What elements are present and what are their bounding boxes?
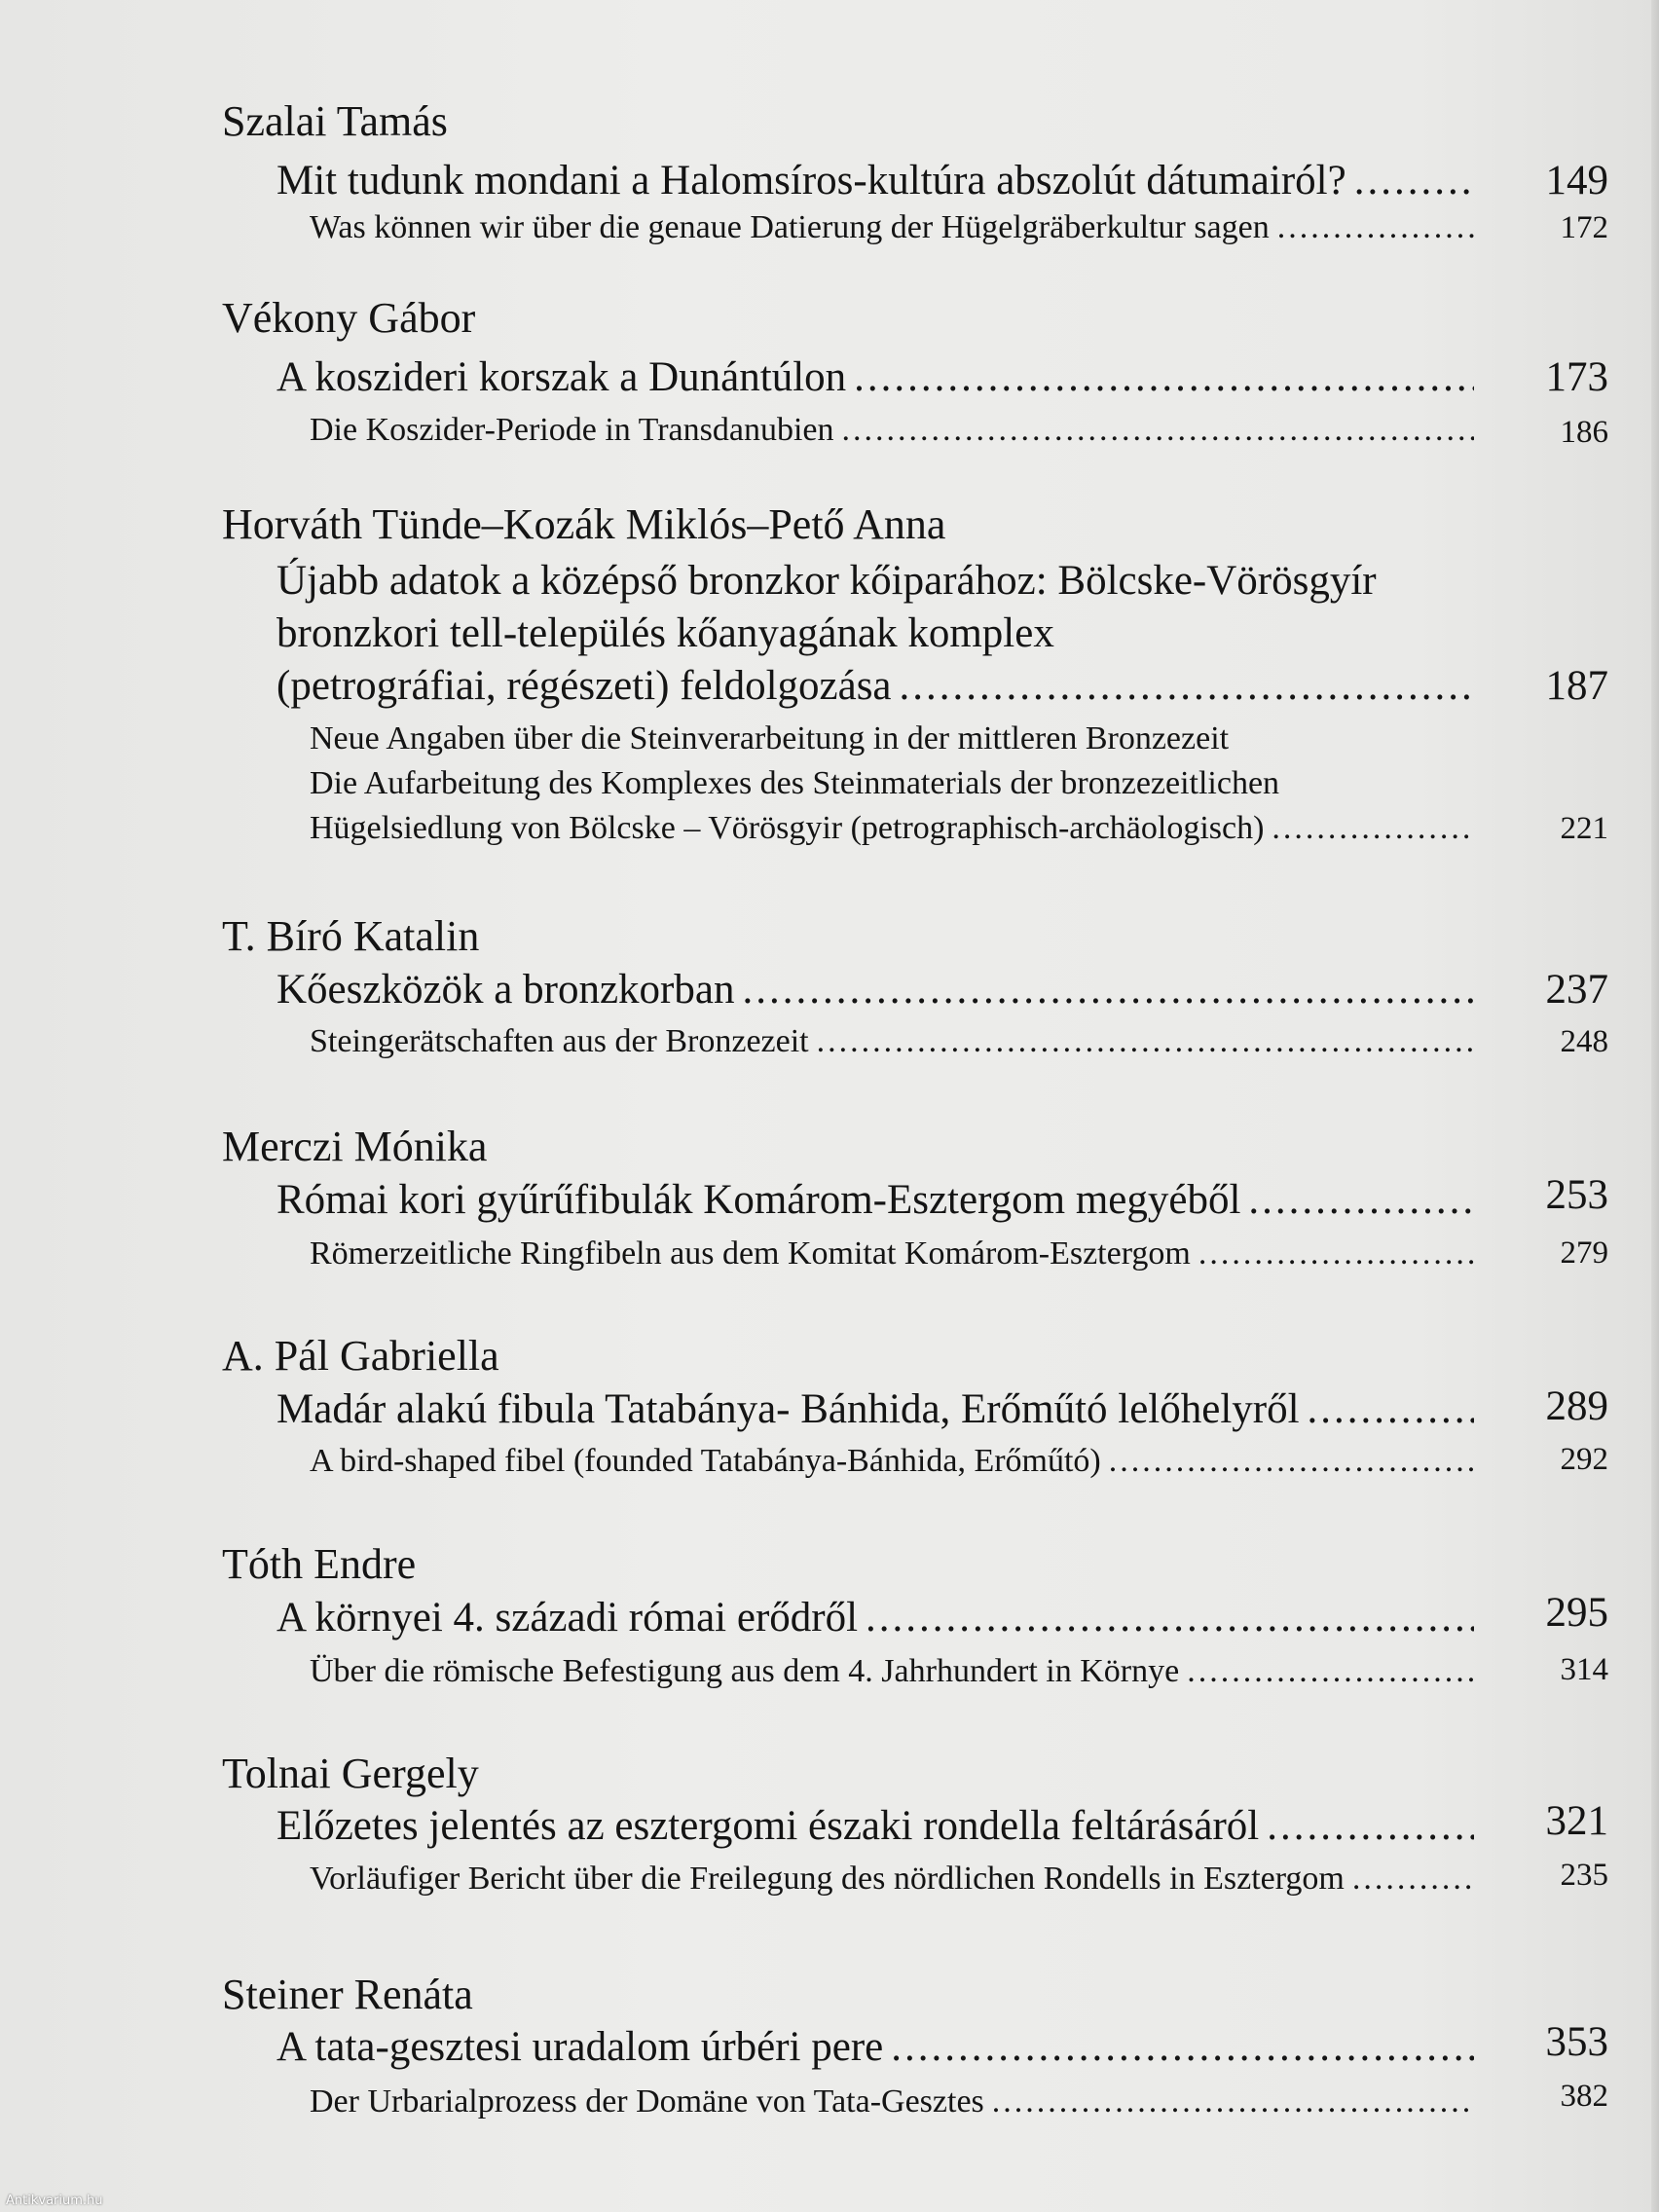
subtitle-text: Was können wir über die genaue Datierung der Hügelgräberkultur sagen — [310, 209, 1270, 245]
dot-leader — [1109, 1441, 1474, 1482]
subtitle-page-number: 172 — [1560, 210, 1608, 245]
title-text: Kőeszközök a bronzkorban — [276, 967, 735, 1013]
entry-author: Vékony Gábor — [222, 294, 476, 342]
dot-leader — [1267, 1802, 1474, 1851]
subtitle-text: Hügelsiedlung von Bölcske – Vörösgyir (petrographisch-archäologisch) — [310, 810, 1265, 846]
title-text: (petrográfiai, régészeti) feldolgozása — [276, 663, 892, 709]
entry-author: Tolnai Gergely — [222, 1750, 479, 1797]
entry-subtitle — [310, 1234, 1474, 1274]
dot-leader — [866, 1594, 1474, 1642]
dot-leader — [854, 353, 1474, 402]
title-text: Előzetes jelentés az esztergomi északi rondella feltárásáról — [276, 1803, 1260, 1849]
entry-title: bronzkori tell-település kőanyagának komplex — [276, 610, 1054, 656]
subtitle-page-number: 292 — [1560, 1442, 1608, 1477]
subtitle-page-number: 186 — [1560, 415, 1608, 450]
dot-leader — [1352, 1859, 1474, 1899]
title-page-number: 253 — [1545, 1172, 1608, 1218]
entry-title — [276, 1385, 1474, 1434]
entry-title — [276, 157, 1474, 205]
subtitle-text: Römerzeitliche Ringfibeln aus dem Komitat Komárom-Esztergom — [310, 1235, 1191, 1272]
entry-subtitle — [310, 2082, 1474, 2122]
subtitle-text: Steingerätschaften aus der Bronzezeit — [310, 1023, 809, 1059]
title-text: Madár alakú fibula Tatabánya- Bánhida, Erőműtó lelőhelyről — [276, 1386, 1300, 1432]
subtitle-page-number: 314 — [1560, 1652, 1608, 1687]
entry-title — [276, 662, 1474, 711]
title-page-number: 237 — [1545, 967, 1608, 1013]
entry-author: Horváth Tünde–Kozák Miklós–Pető Anna — [222, 500, 946, 548]
entry-title: Újabb adatok a középső bronzkor kőiparához: Bölcske-Vörösgyír — [276, 558, 1377, 604]
subtitle-text: Der Urbarialprozess der Domäne von Tata-Gesztes — [310, 2083, 984, 2120]
entry-subtitle: Die Aufarbeitung des Komplexes des Steinmaterials der bronzezeitlichen — [310, 765, 1280, 801]
dot-leader — [900, 662, 1474, 711]
dot-leader — [992, 2082, 1474, 2122]
title-page-number: 321 — [1545, 1798, 1608, 1844]
dot-leader — [1308, 1385, 1474, 1434]
entry-title — [276, 1594, 1474, 1642]
entry-author: Steiner Renáta — [222, 1971, 473, 2018]
title-page-number: 149 — [1545, 158, 1608, 203]
entry-subtitle: Neue Angaben über die Steinverarbeitung in der mittleren Bronzezeit — [310, 720, 1230, 756]
dot-leader — [1272, 808, 1474, 849]
dot-leader — [1277, 207, 1474, 248]
title-text: A környei 4. századi római erődről — [276, 1595, 859, 1641]
entry-subtitle — [310, 1859, 1474, 1899]
title-page-number: 353 — [1545, 2019, 1608, 2065]
subtitle-text: Über die römische Befestigung aus dem 4. Jahrhundert in Környe — [310, 1653, 1180, 1689]
dot-leader — [742, 966, 1474, 1014]
dot-leader — [817, 1021, 1474, 1062]
title-text: A koszideri korszak a Dunántúlon — [276, 354, 847, 400]
entry-subtitle — [310, 1651, 1474, 1692]
dot-leader — [1198, 1234, 1474, 1274]
entry-author: A. Pál Gabriella — [222, 1332, 499, 1380]
entry-title — [276, 1802, 1474, 1851]
entry-subtitle — [310, 410, 1474, 451]
subtitle-page-number: 279 — [1560, 1235, 1608, 1271]
subtitle-page-number: 248 — [1560, 1024, 1608, 1059]
dot-leader — [842, 410, 1474, 451]
title-page-number: 173 — [1545, 354, 1608, 400]
dot-leader — [1187, 1651, 1474, 1692]
entry-title — [276, 1176, 1474, 1225]
title-text: Római kori gyűrűfibulák Komárom-Esztergom megyéből — [276, 1177, 1241, 1223]
entry-author: T. Bíró Katalin — [222, 912, 480, 960]
entry-title — [276, 353, 1474, 402]
subtitle-text: Vorläufiger Bericht über die Freilegung des nördlichen Rondells in Esztergom — [310, 1861, 1345, 1897]
entry-author: Szalai Tamás — [222, 97, 448, 145]
subtitle-text: A bird-shaped fibel (founded Tatabánya-Bánhida, Erőműtó) — [310, 1443, 1101, 1479]
dot-leader — [891, 2023, 1474, 2072]
subtitle-page-number: 221 — [1560, 811, 1608, 846]
dot-leader — [1248, 1176, 1474, 1225]
title-text: A tata-gesztesi uradalom úrbéri pere — [276, 2024, 884, 2070]
subtitle-text: Die Koszider-Periode in Transdanubien — [310, 412, 834, 448]
entry-subtitle — [310, 1441, 1474, 1482]
title-page-number: 289 — [1545, 1383, 1608, 1429]
title-page-number: 187 — [1545, 663, 1608, 709]
page-edge — [1651, 0, 1659, 2212]
entry-subtitle — [310, 1021, 1474, 1062]
subtitle-page-number: 382 — [1560, 2079, 1608, 2114]
watermark-text: Antikvarium.hu — [6, 2194, 103, 2208]
subtitle-page-number: 235 — [1560, 1858, 1608, 1893]
entry-author: Merczi Mónika — [222, 1123, 488, 1170]
dot-leader — [1354, 157, 1474, 205]
entry-author: Tóth Endre — [222, 1540, 417, 1588]
title-text: Mit tudunk mondani a Halomsíros-kultúra abszolút dátumairól? — [276, 158, 1346, 203]
entry-title — [276, 2023, 1474, 2072]
entry-title — [276, 966, 1474, 1014]
entry-subtitle — [310, 808, 1474, 849]
title-page-number: 295 — [1545, 1590, 1608, 1636]
entry-subtitle — [310, 207, 1474, 248]
